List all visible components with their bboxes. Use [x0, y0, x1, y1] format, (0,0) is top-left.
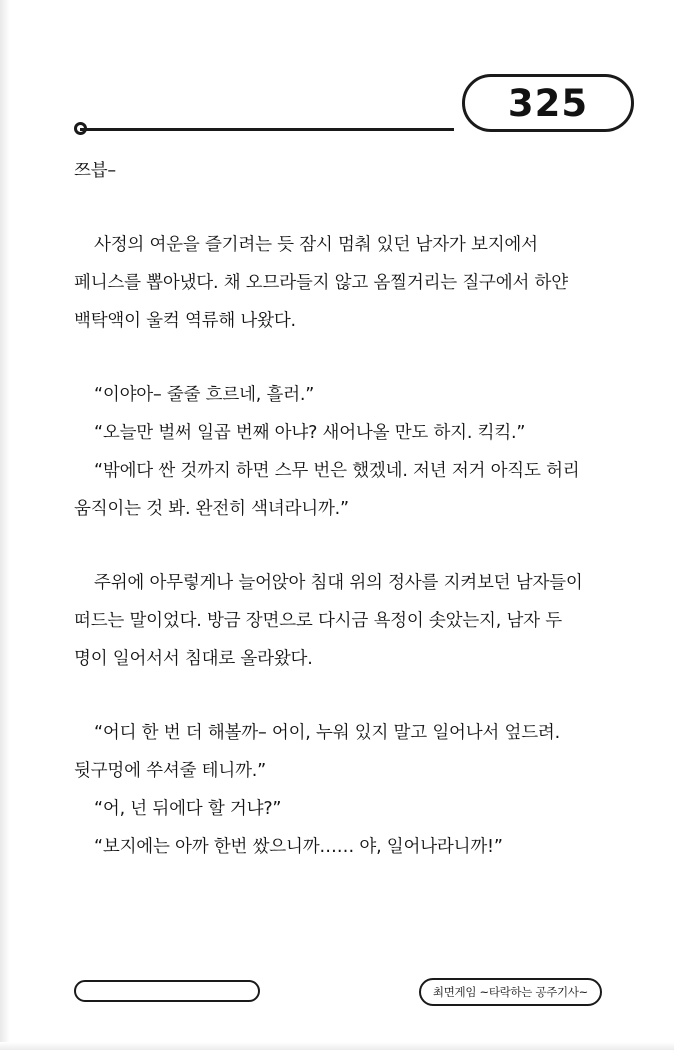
paragraph: 주위에 아무렇게나 늘어앉아 침대 위의 정사를 지켜보던 남자들이 떠드는 말이었다. 방금 장면으로 다시금 욕정이 솟았는지, 남자 두 명이 일어서서 침대로 올라왔다.: [74, 573, 583, 669]
paragraph: “보지에는 아까 한번 쌌으니까…… 야, 일어나라니까!”: [94, 837, 503, 857]
paragraph: “어, 넌 뒤에다 할 거냐?”: [94, 799, 282, 819]
footer-title-badge: [419, 978, 602, 1006]
paragraph: “밖에다 싼 것까지 하면 스무 번은 했겠네. 저년 저거 아직도 허리 움직이는 것 봐. 완전히 색녀라니까.”: [74, 461, 580, 519]
page-number: 325: [507, 81, 589, 125]
paragraph-spacer: [74, 340, 600, 376]
paragraph-spacer: [74, 528, 600, 564]
page-body: [74, 152, 600, 866]
paragraph: 쯔븝–: [74, 161, 116, 181]
footer-left-decoration: [74, 980, 260, 1002]
page-edge-shade-bottom: [0, 1042, 674, 1050]
paragraph: 사정의 여운을 즐기려는 듯 잠시 멈춰 있던 남자가 보지에서 페니스를 뽑아냈다. 채 오므라들지 않고 옴찔거리는 질구에서 하얀 백탁액이 울컥 역류해 나왔다.: [74, 235, 568, 331]
paragraph: “오늘만 벌써 일곱 번째 아냐? 새어나올 만도 하지. 킥킥.”: [94, 423, 526, 443]
paragraph-spacer: [74, 190, 600, 226]
paragraph: “이야아– 줄줄 흐르네, 흘러.”: [94, 385, 315, 405]
paragraph: “어디 한 번 더 해볼까– 어이, 누워 있지 말고 일어나서 엎드려. 뒷구멍에 쑤셔줄 테니까.”: [74, 723, 560, 781]
header-rule: [80, 128, 440, 131]
page-number-badge: [462, 74, 634, 132]
paragraph-spacer: [74, 678, 600, 714]
header-rule-tail: [438, 128, 454, 131]
page-edge-shade-left: [0, 0, 10, 1050]
footer-title: 최면게임 ~타락하는 공주기사~: [432, 985, 588, 999]
